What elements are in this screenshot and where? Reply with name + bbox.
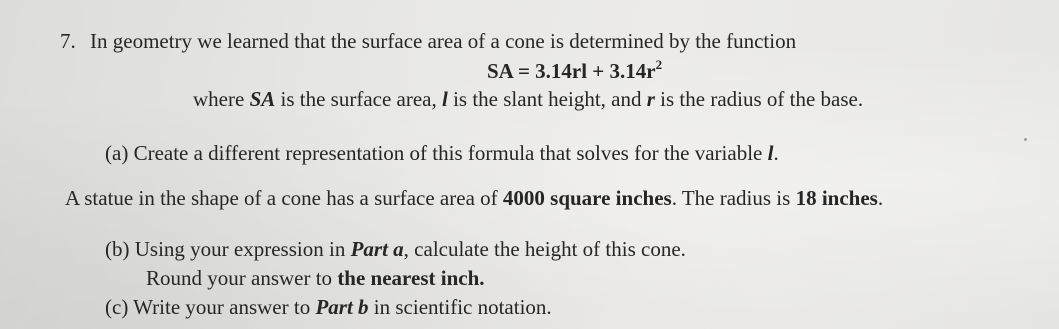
part-b-text-1: Using your expression in: [129, 237, 351, 261]
statue-text-2: . The radius is: [671, 186, 796, 210]
part-b-rounding: [146, 268, 485, 289]
stray-mark: [1024, 138, 1027, 141]
part-b-ref: Part a: [350, 237, 404, 261]
statue-area: 4000 square inches: [502, 186, 672, 210]
where-text-3: is the slant height, and: [447, 87, 647, 111]
part-a: [105, 143, 779, 164]
formula-rhs: = 3.14rl + 3.14r: [512, 59, 656, 83]
part-c-ref: Part b: [315, 295, 369, 319]
part-b-line2-text: Round your answer to: [146, 266, 338, 290]
question-number: 7.: [60, 29, 76, 53]
question-intro: In geometry we learned that the surface area of a cone is determined by the function: [90, 29, 797, 53]
statue-text-1: A statue in the shape of a cone has a surface area of: [65, 186, 503, 210]
part-c-text-1: Write your answer to: [128, 295, 316, 319]
part-a-var: l: [767, 141, 774, 165]
where-text-4: is the radius of the base.: [654, 87, 864, 111]
where-text-1: where: [193, 87, 250, 111]
part-a-text: Create a different representation of this formula that solves for the variable: [128, 141, 768, 165]
part-b-label: (b): [105, 237, 130, 261]
var-l: l: [442, 87, 448, 111]
formula-lhs: SA: [487, 59, 513, 83]
part-b-text-2: , calculate the height of this cone.: [403, 237, 686, 261]
statue-radius: 18 inches: [795, 186, 878, 210]
part-b-line2-bold: the nearest inch.: [337, 266, 485, 290]
part-a-label: (a): [105, 141, 129, 165]
part-c-label: (c): [105, 295, 129, 319]
formula-exponent: 2: [655, 57, 663, 72]
where-text-2: is the surface area,: [275, 87, 442, 111]
var-r: r: [646, 87, 655, 111]
part-c: [105, 297, 552, 318]
variable-definitions: [193, 89, 863, 110]
part-c-text-2: in scientific notation.: [368, 295, 552, 319]
part-a-end: .: [773, 141, 779, 165]
surface-area-formula: [487, 57, 663, 83]
part-b: [105, 239, 686, 260]
statue-context: [65, 188, 883, 209]
statue-text-3: .: [877, 186, 884, 210]
var-sa: SA: [249, 87, 276, 111]
